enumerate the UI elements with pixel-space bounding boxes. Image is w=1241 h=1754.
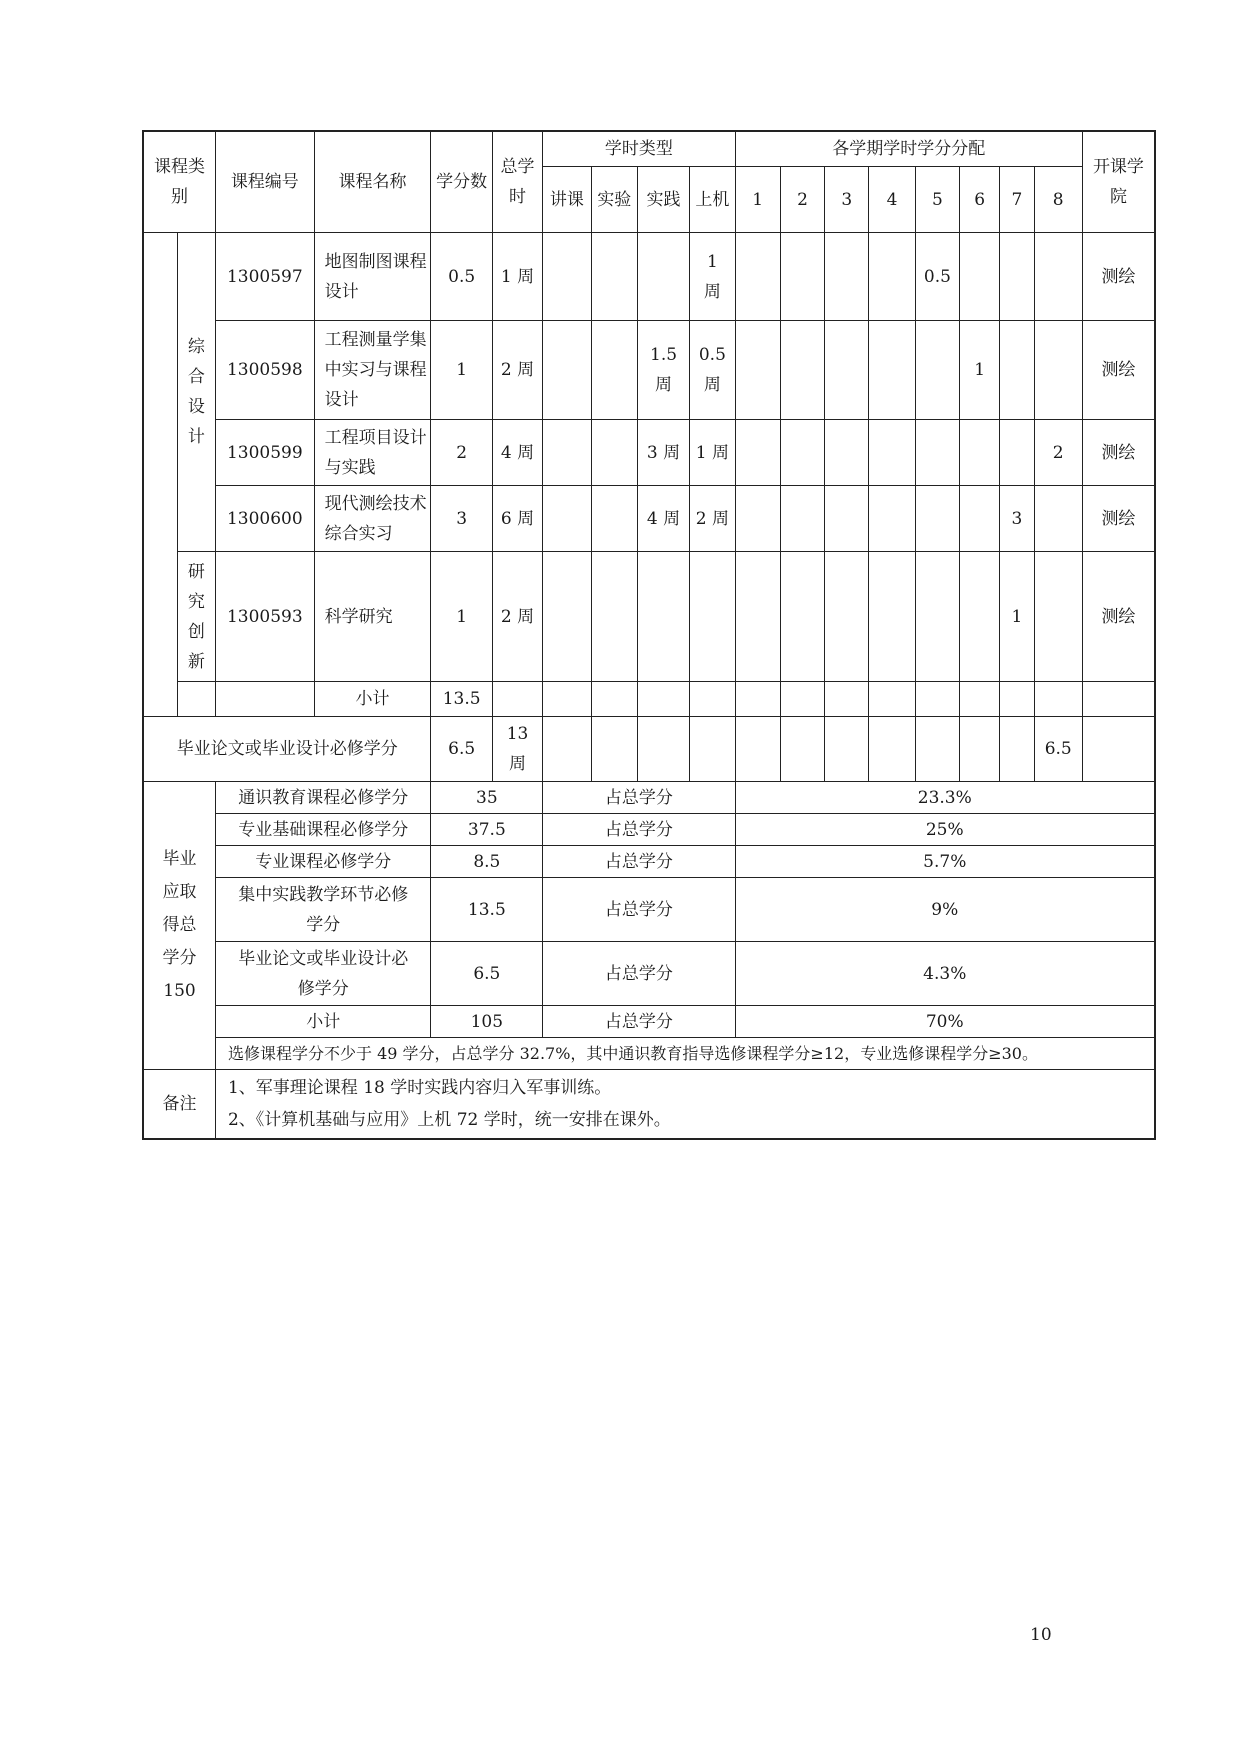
course-semester-4 (869, 420, 915, 486)
header-credits: 学分数 (431, 131, 492, 233)
course-name: 科学研究 (314, 552, 431, 682)
course-semester-7 (1000, 420, 1034, 486)
header-semester-7: 7 (1000, 167, 1034, 233)
credit-row-share-label: 占总学分 (543, 846, 735, 878)
course-semester-7 (1000, 321, 1034, 420)
course-semester-6 (960, 486, 1000, 552)
credit-row-share-label: 占总学分 (543, 1006, 735, 1038)
course-name: 地图制图课程设计 (314, 233, 431, 321)
course-semester-8: 2 (1034, 420, 1082, 486)
course-practice: 4 周 (637, 486, 689, 552)
empty-cell (960, 682, 1000, 717)
credit-row-value: 35 (431, 782, 543, 814)
empty-cell (1082, 682, 1155, 717)
course-semester-6 (960, 233, 1000, 321)
empty-cell (735, 682, 780, 717)
credit-row-percent: 23.3% (735, 782, 1155, 814)
header-semester-5: 5 (915, 167, 959, 233)
header-college: 开课学院 (1082, 131, 1155, 233)
credit-row-share-label: 占总学分 (543, 942, 735, 1006)
course-computer: 2 周 (690, 486, 735, 552)
course-experiment (591, 233, 637, 321)
course-semester-3 (825, 321, 869, 420)
credit-row-percent: 4.3% (735, 942, 1155, 1006)
header-lecture: 讲课 (543, 167, 591, 233)
course-semester-1 (735, 233, 780, 321)
credit-row-label: 毕业论文或毕业设计必修学分 (215, 942, 430, 1006)
thesis-label: 毕业论文或毕业设计必修学分 (143, 717, 431, 782)
empty-cell (825, 682, 869, 717)
course-semester-5 (915, 552, 959, 682)
header-practice: 实践 (637, 167, 689, 233)
header-semester-distribution: 各学期学时学分分配 (735, 131, 1082, 167)
course-experiment (591, 486, 637, 552)
credit-row-share-label: 占总学分 (543, 878, 735, 942)
course-name: 工程项目设计与实践 (314, 420, 431, 486)
course-semester-2 (780, 552, 824, 682)
credit-row-value: 37.5 (431, 814, 543, 846)
credit-row-percent: 9% (735, 878, 1155, 942)
header-course-name: 课程名称 (314, 131, 431, 233)
course-hours: 4 周 (492, 420, 542, 486)
header-category: 课程类别 (143, 131, 215, 233)
course-college: 测绘 (1082, 552, 1155, 682)
header-experiment: 实验 (591, 167, 637, 233)
empty-cell (960, 717, 1000, 782)
notes-label: 备注 (143, 1070, 215, 1140)
course-code: 1300600 (215, 486, 314, 552)
empty-cell (543, 682, 591, 717)
notes-content (215, 1070, 1155, 1140)
course-semester-1 (735, 486, 780, 552)
course-lecture (543, 486, 591, 552)
course-semester-2 (780, 233, 824, 321)
course-semester-6 (960, 420, 1000, 486)
course-semester-5 (915, 420, 959, 486)
header-semester-4: 4 (869, 167, 915, 233)
credit-row-label: 小计 (215, 1006, 430, 1038)
empty-cell (637, 717, 689, 782)
empty-cell (780, 717, 824, 782)
course-lecture (543, 321, 591, 420)
credit-row-share-label: 占总学分 (543, 814, 735, 846)
course-semester-6: 1 (960, 321, 1000, 420)
empty-cell (637, 682, 689, 717)
course-credits: 1 (431, 321, 492, 420)
elective-credit-note: 选修课程学分不少于 49 学分，占总学分 32.7%，其中通识教育指导选修课程学分≥12，专业选修课程学分≥30。 (215, 1038, 1155, 1070)
header-semester-2: 2 (780, 167, 824, 233)
empty-cell (735, 717, 780, 782)
empty-cell (780, 682, 824, 717)
course-college: 测绘 (1082, 486, 1155, 552)
course-college: 测绘 (1082, 321, 1155, 420)
course-code: 1300597 (215, 233, 314, 321)
subtotal-label: 小计 (314, 682, 431, 717)
empty-cell (591, 682, 637, 717)
course-practice: 1.5周 (637, 321, 689, 420)
note-line: 2、《计算机基础与应用》上机 72 学时，统一安排在课外。 (227, 1110, 671, 1130)
course-semester-3 (825, 552, 869, 682)
subtotal-credits: 13.5 (431, 682, 492, 717)
thesis-hours: 13 周 (492, 717, 542, 782)
course-semester-3 (825, 420, 869, 486)
header-semester-1: 1 (735, 167, 780, 233)
course-computer: 1周 (690, 233, 735, 321)
empty-cell (825, 717, 869, 782)
header-semester-3: 3 (825, 167, 869, 233)
empty-cell (1000, 682, 1034, 717)
group-research-innovation: 研究创新 (177, 552, 215, 682)
course-practice (637, 552, 689, 682)
thesis-credits: 6.5 (431, 717, 492, 782)
graduation-total-label: 毕业应取得总学分150 (143, 782, 215, 1070)
course-practice: 3 周 (637, 420, 689, 486)
empty-cell (591, 717, 637, 782)
course-name: 现代测绘技术综合实习 (314, 486, 431, 552)
course-computer: 1 周 (690, 420, 735, 486)
course-credits: 1 (431, 552, 492, 682)
course-computer (690, 552, 735, 682)
course-college: 测绘 (1082, 420, 1155, 486)
course-experiment (591, 552, 637, 682)
category-outer-cell (143, 233, 177, 717)
course-semester-3 (825, 233, 869, 321)
header-semester-8: 8 (1034, 167, 1082, 233)
empty-cell (543, 717, 591, 782)
course-semester-2 (780, 321, 824, 420)
course-credits: 0.5 (431, 233, 492, 321)
subtotal-empty (177, 682, 215, 717)
credit-row-percent: 5.7% (735, 846, 1155, 878)
course-lecture (543, 552, 591, 682)
curriculum-table (142, 130, 1156, 1140)
course-computer: 0.5周 (690, 321, 735, 420)
course-semester-4 (869, 486, 915, 552)
course-semester-5: 0.5 (915, 233, 959, 321)
credit-row-share-label: 占总学分 (543, 782, 735, 814)
empty-cell (690, 717, 735, 782)
subtotal-empty (215, 682, 314, 717)
course-lecture (543, 420, 591, 486)
header-computer: 上机 (690, 167, 735, 233)
empty-cell (1000, 717, 1034, 782)
course-semester-3 (825, 486, 869, 552)
course-semester-4 (869, 552, 915, 682)
credit-row-label: 通识教育课程必修学分 (215, 782, 430, 814)
course-semester-1 (735, 420, 780, 486)
course-semester-1 (735, 321, 780, 420)
course-semester-2 (780, 420, 824, 486)
credit-row-label: 专业基础课程必修学分 (215, 814, 430, 846)
course-hours: 6 周 (492, 486, 542, 552)
course-semester-8 (1034, 552, 1082, 682)
course-semester-7: 3 (1000, 486, 1034, 552)
course-semester-6 (960, 552, 1000, 682)
course-semester-7: 1 (1000, 552, 1034, 682)
note-line: 1、军事理论课程 18 学时实践内容归入军事训练。 (227, 1078, 612, 1098)
course-semester-8 (1034, 321, 1082, 420)
header-total-hours: 总学时 (492, 131, 542, 233)
credit-row-value: 8.5 (431, 846, 543, 878)
course-semester-4 (869, 321, 915, 420)
credit-row-value: 105 (431, 1006, 543, 1038)
course-hours: 1 周 (492, 233, 542, 321)
course-practice (637, 233, 689, 321)
subtotal-hours (492, 682, 542, 717)
course-code: 1300593 (215, 552, 314, 682)
course-credits: 2 (431, 420, 492, 486)
course-experiment (591, 420, 637, 486)
credit-row-value: 13.5 (431, 878, 543, 942)
course-lecture (543, 233, 591, 321)
thesis-semester-8: 6.5 (1034, 717, 1082, 782)
course-semester-5 (915, 486, 959, 552)
empty-cell (915, 682, 959, 717)
credit-row-percent: 70% (735, 1006, 1155, 1038)
course-semester-8 (1034, 486, 1082, 552)
empty-cell (915, 717, 959, 782)
credit-row-percent: 25% (735, 814, 1155, 846)
empty-cell (1034, 682, 1082, 717)
course-experiment (591, 321, 637, 420)
course-hours: 2 周 (492, 552, 542, 682)
course-semester-5 (915, 321, 959, 420)
course-semester-1 (735, 552, 780, 682)
course-name: 工程测量学集中实习与课程设计 (314, 321, 431, 420)
course-semester-8 (1034, 233, 1082, 321)
course-semester-7 (1000, 233, 1034, 321)
empty-cell (1082, 717, 1155, 782)
group-comprehensive-design: 综合设计 (177, 233, 215, 552)
course-semester-2 (780, 486, 824, 552)
course-semester-4 (869, 233, 915, 321)
course-code: 1300598 (215, 321, 314, 420)
course-hours: 2 周 (492, 321, 542, 420)
course-credits: 3 (431, 486, 492, 552)
credit-row-label: 集中实践教学环节必修学分 (215, 878, 430, 942)
empty-cell (690, 682, 735, 717)
header-course-code: 课程编号 (215, 131, 314, 233)
header-hour-type: 学时类型 (543, 131, 735, 167)
course-college: 测绘 (1082, 233, 1155, 321)
credit-row-label: 专业课程必修学分 (215, 846, 430, 878)
header-semester-6: 6 (960, 167, 1000, 233)
page-number: 10 (1030, 1625, 1052, 1645)
credit-row-value: 6.5 (431, 942, 543, 1006)
course-code: 1300599 (215, 420, 314, 486)
empty-cell (869, 682, 915, 717)
empty-cell (869, 717, 915, 782)
